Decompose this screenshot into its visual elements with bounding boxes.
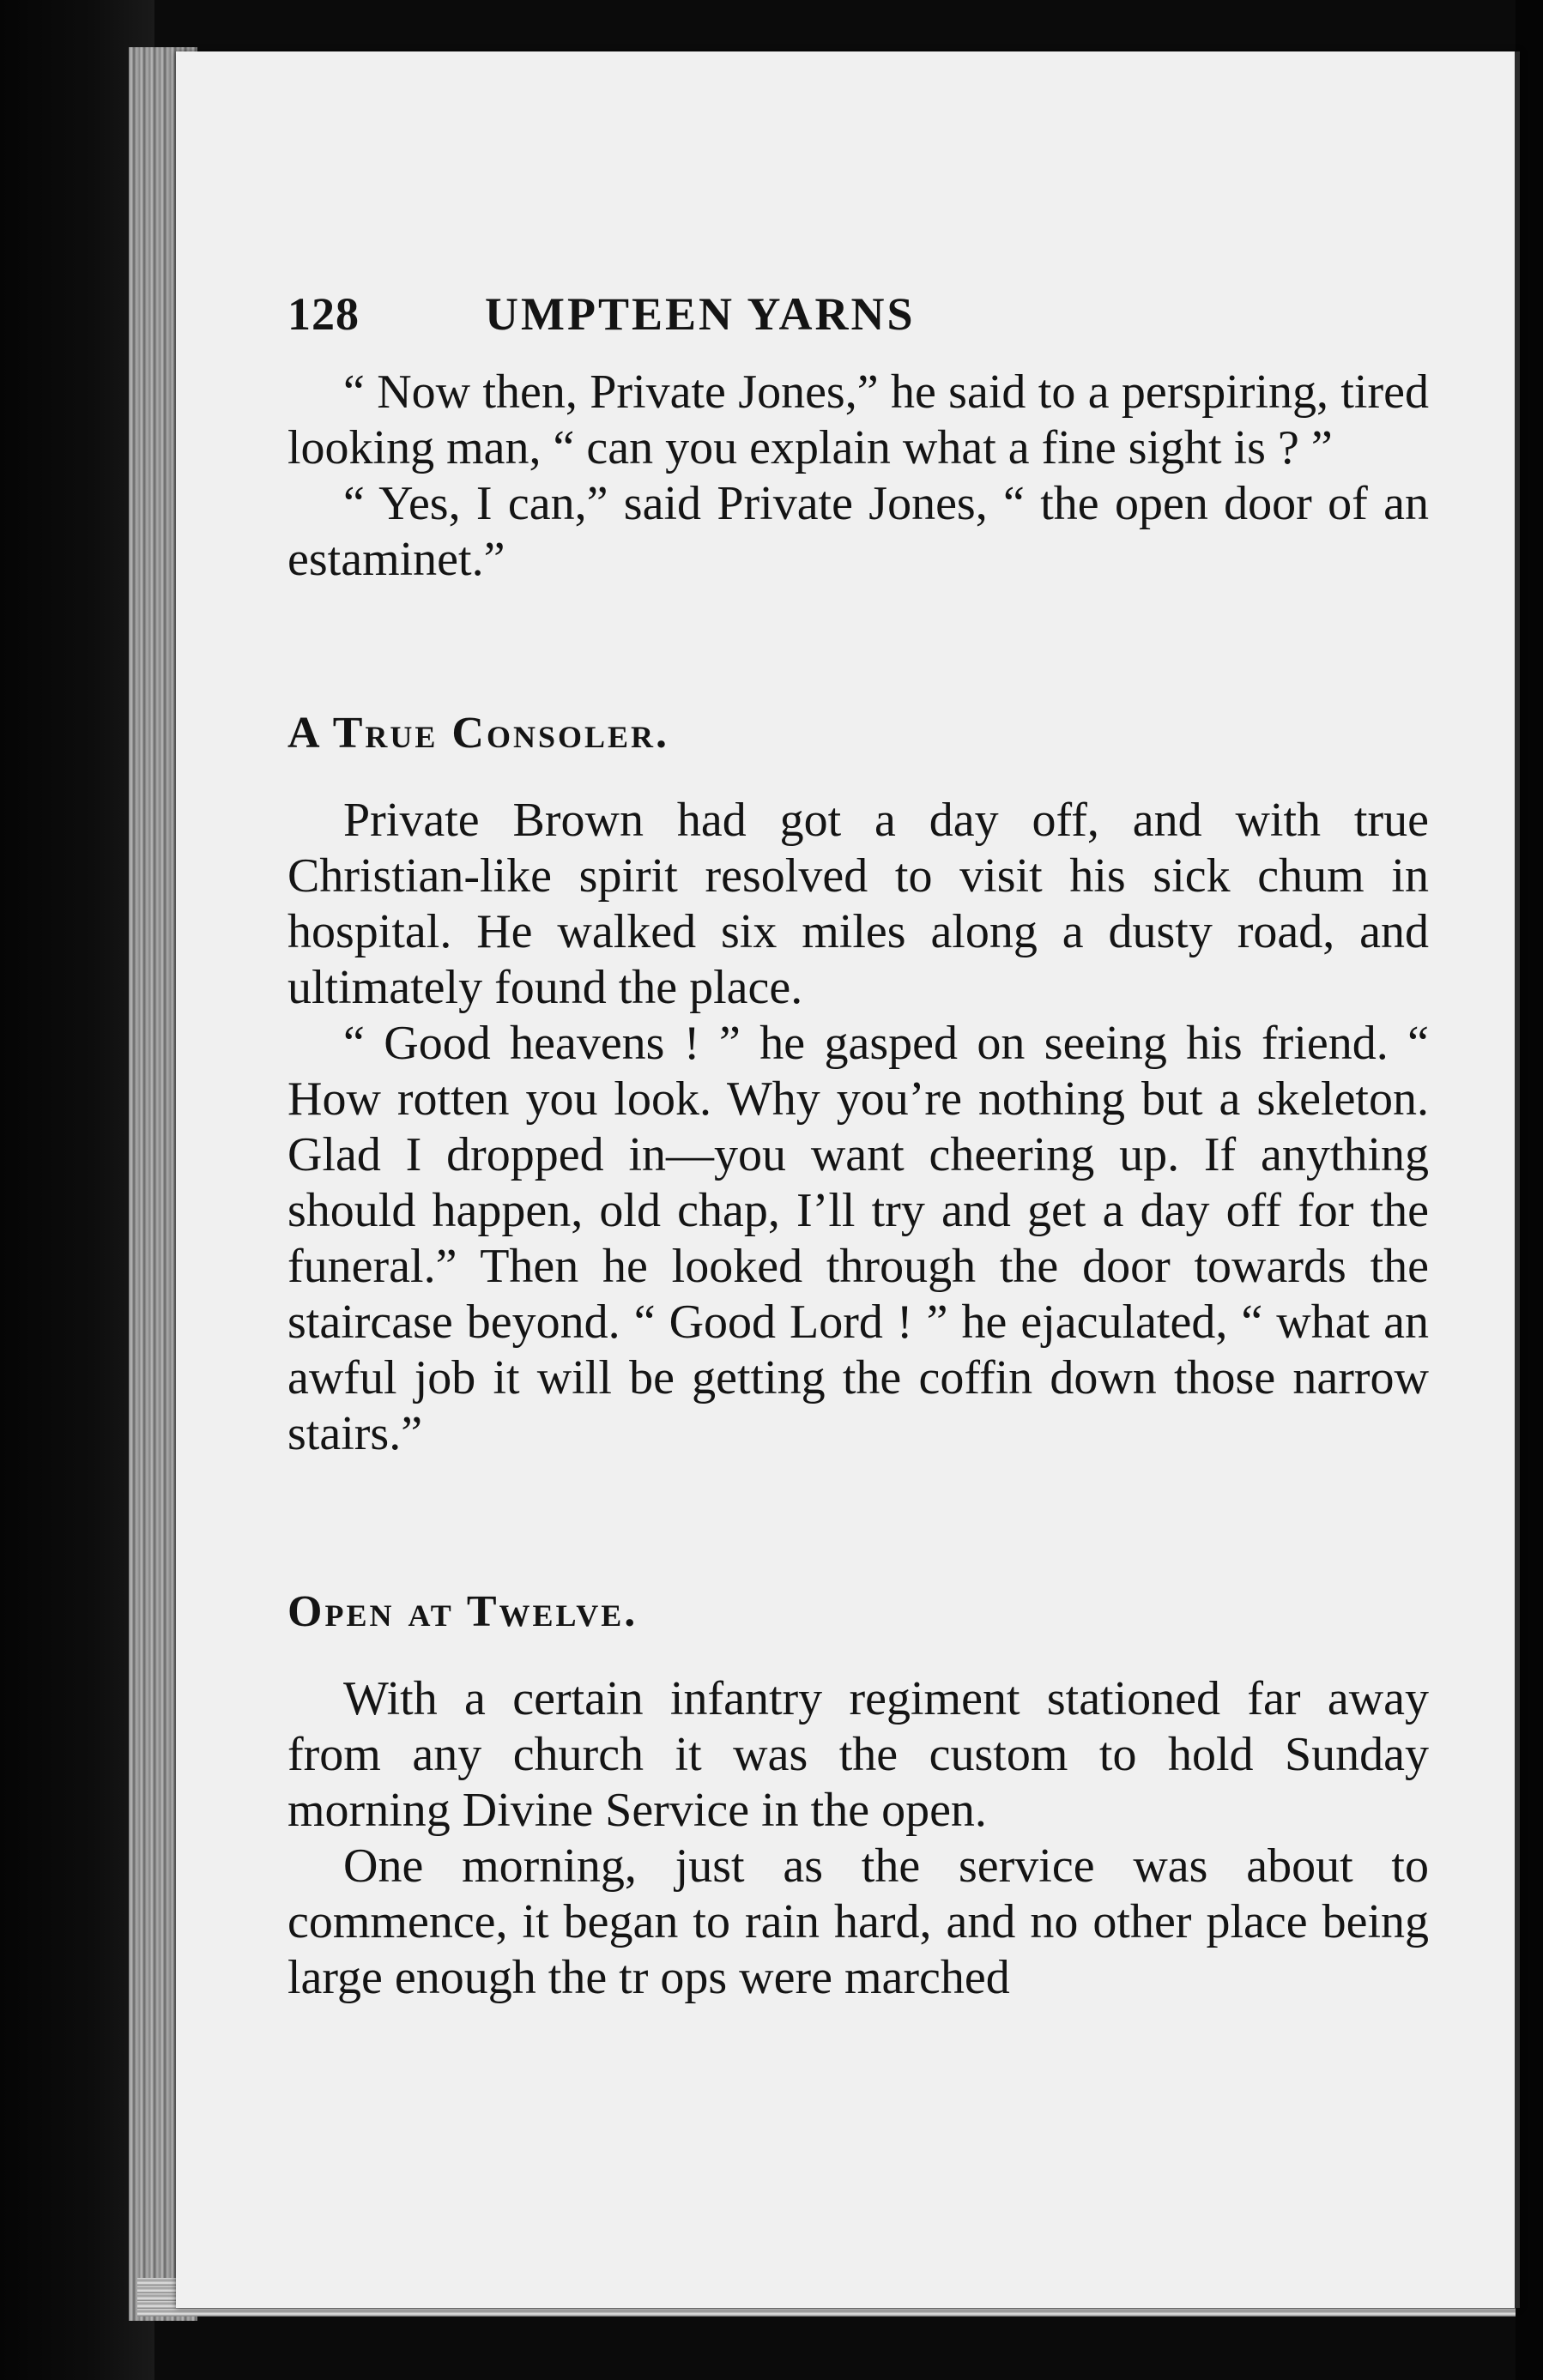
page-header	[287, 287, 1429, 365]
book-page	[176, 51, 1520, 2308]
intro-paragraph-2: “ Yes, I can,” said Private Jones, “ the open door of an estaminet.”	[287, 477, 1429, 586]
running-head: UMPTEEN YARNS	[485, 288, 916, 340]
intro-paragraph-1: “ Now then, Private Jones,” he said to a perspiring, tired looking man, “ can you explain what a fine sight is ? ”	[287, 365, 1429, 474]
section1-paragraph-2: “ Good heavens ! ” he gasped on seeing his friend. “ How rotten you look. Why you’re nothing but a skeleton. Glad I dropped in—you want cheering up. If anything should happen, old chap, I’ll try and get a day off for the funeral.” Then he looked through the door towards the staircase beyond. “ Good Lord ! ” he ejaculated, “ what an awful job it will be getting the coffin down those narrow stairs.”	[287, 1017, 1429, 1460]
section2-paragraph-2: One morning, just as the service was about to commence, it began to rain hard, and no other place being large enough the tr ops were marched	[287, 1839, 1429, 2004]
section-title-open-at-twelve: Open at Twelve.	[287, 1587, 638, 1636]
page-number: 128	[287, 288, 360, 340]
section-title-true-consoler: A True Consoler.	[287, 709, 670, 758]
section1-paragraph-1: Private Brown had got a day off, and with true Christian-like spirit resolved to visit his sick chum in hospital. He walked six miles along a dusty road, and ultimately found the place.	[287, 794, 1429, 1014]
text-block	[287, 287, 1429, 2006]
section2-paragraph-1: With a certain infantry regiment stationed far away from any church it was the custom to hold Sunday morning Divine Service in the open.	[287, 1672, 1429, 1837]
